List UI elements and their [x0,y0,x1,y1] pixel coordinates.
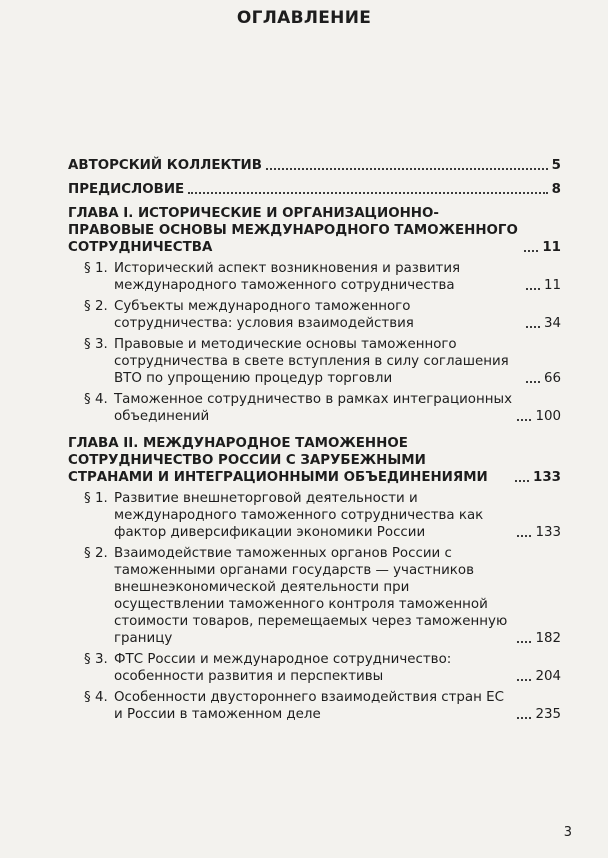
dot-leader [515,480,529,482]
section-number: § 4. [84,392,108,407]
toc-entry-section-2-3 [68,651,561,685]
section-number: § 3. [84,652,108,667]
section-text: ФТС России и международное сотрудничество: особенности развития и перспективы [114,652,452,684]
section-number: § 2. [84,546,108,561]
section-number: § 3. [84,337,108,352]
section-number: § 1. [84,261,108,276]
toc-entry-title: АВТОРСКИЙ КОЛЛЕКТИВ [68,158,262,173]
dot-leader [524,250,538,252]
section-text: Исторический аспект возникновения и развития международного таможенного сотрудничества [114,261,461,293]
page-number: 3 [563,825,572,840]
table-of-contents [68,150,561,723]
page-title: ОГЛАВЛЕНИЕ [236,8,372,28]
dot-leader [526,326,540,328]
toc-entry-title [84,336,522,387]
toc-entry-page: 204 [535,669,561,684]
section-text: Развитие внешнеторговой деятельности и международного таможенного сотрудничества как фактор диверсификации экономики России [114,491,484,540]
toc-entry-page: 182 [535,631,561,646]
toc-entry-title [84,545,513,647]
dot-leader [266,168,548,170]
toc-entry-page: 133 [535,525,561,540]
toc-entry-chapter-2 [68,435,561,486]
toc-entry-title [84,260,522,294]
toc-entry-page: 11 [542,240,561,255]
toc-entry-section-1-3 [68,336,561,387]
toc-entry-section-1-4 [68,391,561,425]
toc-entry-title [84,651,513,685]
toc-entry-section-2-2 [68,545,561,647]
toc-entry-section-1-2 [68,298,561,332]
toc-entry-page: 66 [543,371,561,386]
dot-leader [517,679,531,681]
dot-leader [526,288,540,290]
toc-entry-page: 8 [551,182,561,197]
section-text: Взаимодействие таможенных органов России с таможенными органами государств — участников внешнеэкономической деятельности при осуществлении таможенного контроля таможенной стоимости товаров, перемещаемых через таможенную границу [114,546,508,646]
toc-entry-page: 100 [535,409,561,424]
toc-entry-authors [68,157,561,174]
dot-leader [188,192,547,194]
toc-entry-preface [68,181,561,198]
section-number: § 2. [84,299,108,314]
dot-leader [517,641,531,643]
section-number: § 1. [84,491,108,506]
dot-leader [517,419,531,421]
toc-entry-page: 235 [535,707,561,722]
section-number: § 4. [84,690,108,705]
section-text: Таможенное сотрудничество в рамках интеграционных объединений [114,392,513,424]
toc-entry-chapter-1 [68,205,561,256]
toc-entry-title: ПРЕДИСЛОВИЕ [68,182,185,197]
section-text: Особенности двустороннего взаимодействия стран ЕС и России в таможенном деле [114,690,504,722]
toc-entry-title [84,391,513,425]
dot-leader [526,381,540,383]
dot-leader [517,717,531,719]
dot-leader [517,535,531,537]
toc-entry-page: 133 [533,470,561,485]
toc-entry-page: 5 [551,158,561,173]
toc-entry-section-1-1 [68,260,561,294]
toc-entry-title: ГЛАВА I. ИСТОРИЧЕСКИЕ И ОРГАНИЗАЦИОННО-ПРАВОВЫЕ ОСНОВЫ МЕЖДУНАРОДНОГО ТАМОЖЕННОГО СОТРУДНИЧЕСТВА [68,206,518,255]
section-text: Правовые и методические основы таможенного сотрудничества в свете вступления в силу соглашения ВТО по упрощению процедур торговли [114,337,509,386]
toc-entry-title [84,490,513,541]
toc-entry-page: 11 [543,278,561,293]
toc-entry-page: 34 [543,316,561,331]
toc-entry-title: ГЛАВА II. МЕЖДУНАРОДНОЕ ТАМОЖЕННОЕ СОТРУДНИЧЕСТВО РОССИИ С ЗАРУБЕЖНЫМИ СТРАНАМИ И ИНТЕГРАЦИОННЫМИ ОБЪЕДИНЕНИЯМИ [68,436,488,485]
toc-entry-section-2-1 [68,490,561,541]
toc-entry-title [84,298,522,332]
toc-entry-title [84,689,513,723]
toc-entry-section-2-4 [68,689,561,723]
section-text: Субъекты международного таможенного сотрудничества: условия взаимодействия [114,299,414,331]
